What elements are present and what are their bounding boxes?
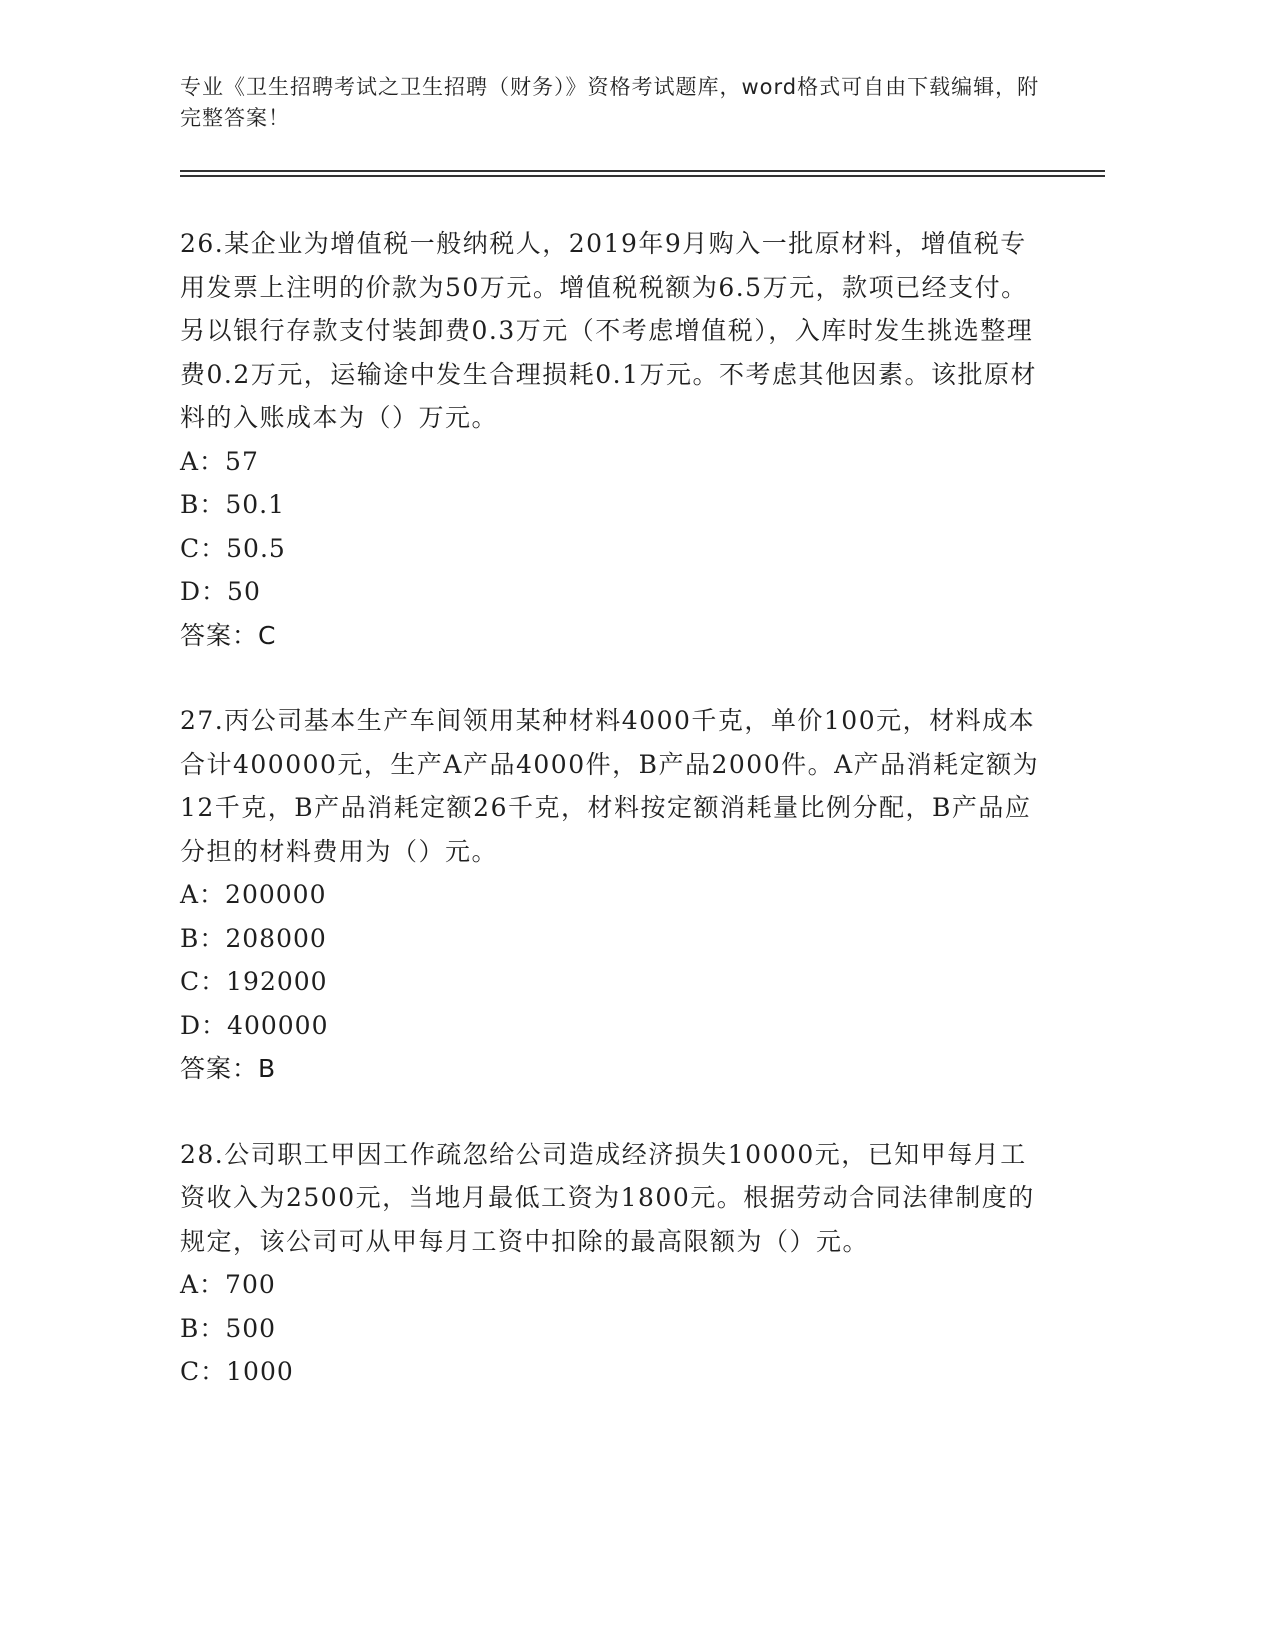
option-d: D：50 — [180, 577, 261, 606]
option-a: A：200000 — [180, 880, 327, 909]
question-26 — [180, 222, 1050, 657]
question-stem: 27.丙公司基本生产车间领用某种材料4000千克，单价100元，材料成本合计400000元，生产A产品4000件，B产品2000件。A产品消耗定额为12千克，B产品消耗定额26千克，材料按定额消耗量比例分配，B产品应分担的材料费用为（）元。 — [180, 706, 1040, 866]
question-stem: 26.某企业为增值税一般纳税人，2019年9月购入一批原材料，增值税专用发票上注明的价款为50万元。增值税税额为6.5万元，款项已经支付。另以银行存款支付装卸费0.3万元（不考虑增值税），入库时发生挑选整理费0.2万元，运输途中发生合理损耗0.1万元。不考虑其他因素。该批原材料的入账成本为（）万元。 — [180, 229, 1038, 432]
question-list — [180, 222, 1050, 1436]
question-28 — [180, 1133, 1050, 1394]
option-a: A：700 — [180, 1270, 276, 1299]
header-divider-secondary — [180, 175, 1105, 177]
option-c: C：192000 — [180, 967, 328, 996]
option-c: C：50.5 — [180, 533, 286, 563]
option-b: B：500 — [180, 1313, 277, 1343]
question-27 — [180, 699, 1050, 1091]
option-c: C：1000 — [180, 1357, 294, 1386]
option-b: B：50.1 — [180, 490, 286, 519]
document-header: 专业《卫生招聘考试之卫生招聘（财务）》资格考试题库，word格式可自由下载编辑，附完整答案！ — [180, 75, 1040, 130]
answer-line: 答案：C — [180, 620, 277, 650]
header-divider — [180, 170, 1105, 172]
option-a: A：57 — [180, 446, 259, 476]
question-stem: 28.公司职工甲因工作疏忽给公司造成经济损失10000元，已知甲每月工资收入为2500元，当地月最低工资为1800元。根据劳动合同法律制度的规定，该公司可从甲每月工资中扣除的最高限额为（）元。 — [180, 1139, 1035, 1256]
answer-line: 答案：B — [180, 1054, 277, 1083]
option-b: B：208000 — [180, 923, 327, 953]
option-d: D：400000 — [180, 1010, 329, 1040]
